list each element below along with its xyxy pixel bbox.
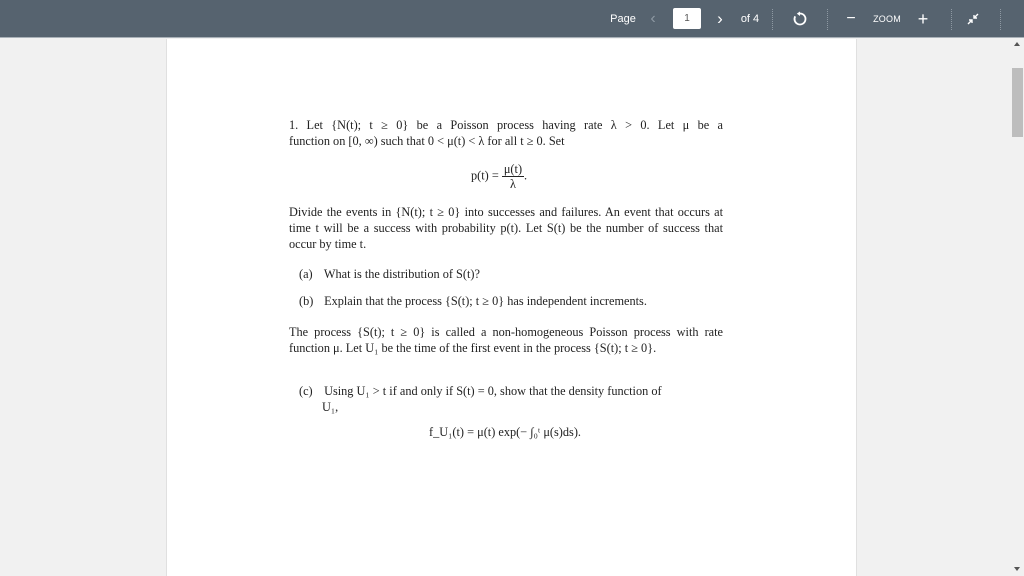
scroll-up-arrow-icon[interactable] xyxy=(1014,42,1020,46)
scroll-down-arrow-icon[interactable] xyxy=(1014,567,1020,571)
paragraph-intro xyxy=(289,117,723,149)
next-page-icon[interactable]: › xyxy=(717,9,723,28)
equation-p xyxy=(471,162,527,191)
fraction-numerator: μ(t) xyxy=(503,162,523,176)
toolbar-divider xyxy=(1000,9,1001,30)
question-c xyxy=(299,383,723,415)
rotate-icon xyxy=(792,11,808,27)
fit-page-button[interactable] xyxy=(963,0,983,38)
question-text: What is the distribution of S(t)? xyxy=(323,267,480,281)
zoom-label: ZOOM xyxy=(873,14,901,24)
paragraph-line: function on [0, ∞) such that 0 < μ(t) < λ for all t ≥ 0. Set xyxy=(289,134,565,148)
question-label: (a) xyxy=(299,267,313,281)
collapse-arrows-icon xyxy=(966,12,980,26)
question-text: Using U₁ > t if and only if S(t) = 0, show that the density function of xyxy=(324,384,662,398)
question-b xyxy=(299,293,723,309)
scrollbar-thumb[interactable] xyxy=(1012,68,1023,137)
previous-page-icon[interactable]: ‹ xyxy=(650,10,656,27)
equation-density: f_U₁(t) = μ(t) exp(− ∫₀ᵗ μ(s)ds). xyxy=(429,425,581,439)
fraction-denominator: λ xyxy=(509,177,516,191)
page-label: Page xyxy=(610,13,636,25)
paragraph-divide: Divide the events in {N(t); t ≥ 0} into successes and failures. An event that occurs at time t will be a success with probability p(t). Let S(t) be the number of success that occur by time t. xyxy=(289,205,723,251)
page-number-input[interactable] xyxy=(673,8,701,29)
page-count: of 4 xyxy=(740,13,760,25)
fraction xyxy=(502,162,524,191)
toolbar-divider xyxy=(951,9,952,30)
paragraph-line: 1. Let {N(t); t ≥ 0} be a Poisson process having rate λ > 0. Let μ be a xyxy=(289,118,723,132)
question-text: Explain that the process {S(t); t ≥ 0} has independent increments. xyxy=(324,294,647,308)
toolbar-divider xyxy=(772,9,773,30)
paragraph-nonhomogeneous: The process {S(t); t ≥ 0} is called a non-homogeneous Poisson process with rate function μ. Let U₁ be the time of the first event in the process {S(t); t ≥ 0}. xyxy=(289,325,723,355)
zoom-out-icon[interactable]: − xyxy=(846,10,856,27)
pdf-toolbar xyxy=(0,0,1024,38)
question-a xyxy=(299,266,723,282)
toolbar-divider xyxy=(827,9,828,30)
question-label: (c) xyxy=(299,384,313,398)
question-label: (b) xyxy=(299,294,314,308)
question-text-continued: U₁, xyxy=(322,400,339,414)
equation-lhs: p(t) = xyxy=(471,168,499,183)
zoom-in-icon[interactable]: + xyxy=(917,8,929,29)
rotate-button[interactable] xyxy=(789,0,811,38)
equation-period: . xyxy=(524,168,528,183)
